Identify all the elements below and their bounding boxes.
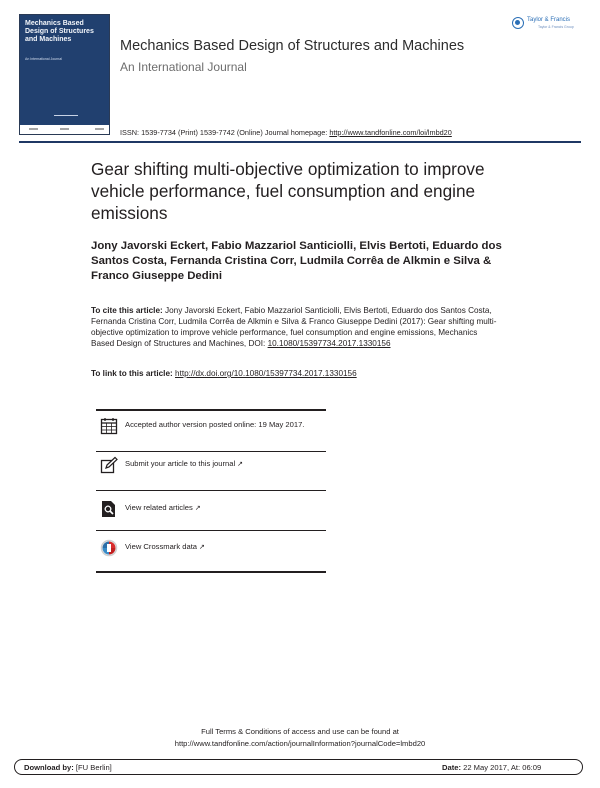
article-title: Gear shifting multi-objective optimization to improve vehicle performance, fuel consumption and engine emissions: [91, 159, 485, 223]
actions-divider: [96, 530, 326, 531]
actions-top-divider: [96, 409, 326, 411]
citation-label: To cite this article:: [91, 306, 163, 315]
citation-text: Jony Javorski Eckert, Fabio Mazzariol Santiciolli, Elvis Bertoti, Eduardo dos Santos Costa, Fernanda Cristina Corr, Ludmila Corrêa de Alkmin e Silva & Franco Giuseppe Dedini (2017): Gear shifting multi-objective optimization to improve vehicle performance, fuel consumption and engine emissions, Mechanics Based Design of Structures and Machines, DOI:: [91, 306, 497, 348]
actions-bottom-divider: [96, 571, 326, 573]
publisher-tagline: Taylor & Francis Group: [538, 25, 574, 29]
journal-subtitle: An International Journal: [120, 60, 247, 74]
submit-article-label: Submit your article to this journal ↗: [125, 459, 244, 468]
edit-icon: [100, 456, 118, 474]
journal-homepage-link[interactable]: http://www.tandfonline.com/loi/lmbd20: [329, 128, 452, 137]
article-link-url[interactable]: http://dx.doi.org/10.1080/15397734.2017.1330156: [175, 369, 357, 378]
issn-text: ISSN: 1539-7734 (Print) 1539-7742 (Online) Journal homepage:: [120, 128, 328, 137]
accepted-text: Accepted author version posted online: 19 May 2017.: [125, 420, 305, 429]
publisher-logo-icon: [512, 17, 524, 29]
issn-line: [120, 128, 452, 137]
journal-title[interactable]: Mechanics Based Design of Structures and Machines: [120, 38, 465, 54]
download-date: [442, 763, 541, 772]
related-articles-label: View related articles ↗: [125, 503, 201, 512]
terms-line: Full Terms & Conditions of access and use can be found at: [201, 727, 399, 736]
cover-strip: [20, 125, 109, 134]
article-link-line: [91, 369, 357, 378]
external-link-icon: ↗: [199, 544, 205, 551]
header-divider: [19, 141, 581, 143]
date-value: 22 May 2017, At: 06:09: [463, 763, 542, 772]
journal-cover: [19, 14, 110, 135]
publisher-logo[interactable]: [512, 17, 582, 37]
cover-subtitle: An International Journal: [25, 57, 62, 61]
crossmark-icon: [100, 539, 118, 557]
downloaded-by: [24, 763, 112, 772]
external-link-icon: ↗: [194, 505, 201, 512]
doi-link[interactable]: 10.1080/15397734.2017.1330156: [267, 339, 391, 348]
calendar-icon: [100, 417, 118, 435]
cover-logo: [54, 115, 78, 120]
search-document-icon: [100, 500, 118, 518]
cover-title: Mechanics Based Design of Structures and Machines: [25, 20, 94, 43]
citation-block: [91, 305, 497, 349]
actions-divider: [96, 451, 326, 452]
article-link-label: To link to this article:: [91, 369, 173, 378]
publisher-name: Taylor & Francis: [527, 17, 571, 23]
footer-terms: [0, 726, 600, 750]
downloaded-label: Download by:: [24, 763, 74, 772]
crossmark-label: View Crossmark data ↗: [125, 542, 205, 551]
article-authors: Jony Javorski Eckert, Fabio Mazzariol Santiciolli, Elvis Bertoti, Eduardo dos Santos Costa, Fernanda Cristina Corr, Ludmila Corrêa de Alkmin e Silva & Franco Giuseppe Dedini: [91, 240, 502, 282]
actions-divider: [96, 490, 326, 491]
download-info-bar: [14, 759, 583, 775]
date-label: Date:: [442, 763, 461, 772]
downloaded-value: [FU Berlin]: [75, 763, 112, 772]
external-link-icon: ↗: [237, 461, 244, 468]
terms-url[interactable]: http://www.tandfonline.com/action/journalInformation?journalCode=lmbd20: [174, 739, 426, 748]
